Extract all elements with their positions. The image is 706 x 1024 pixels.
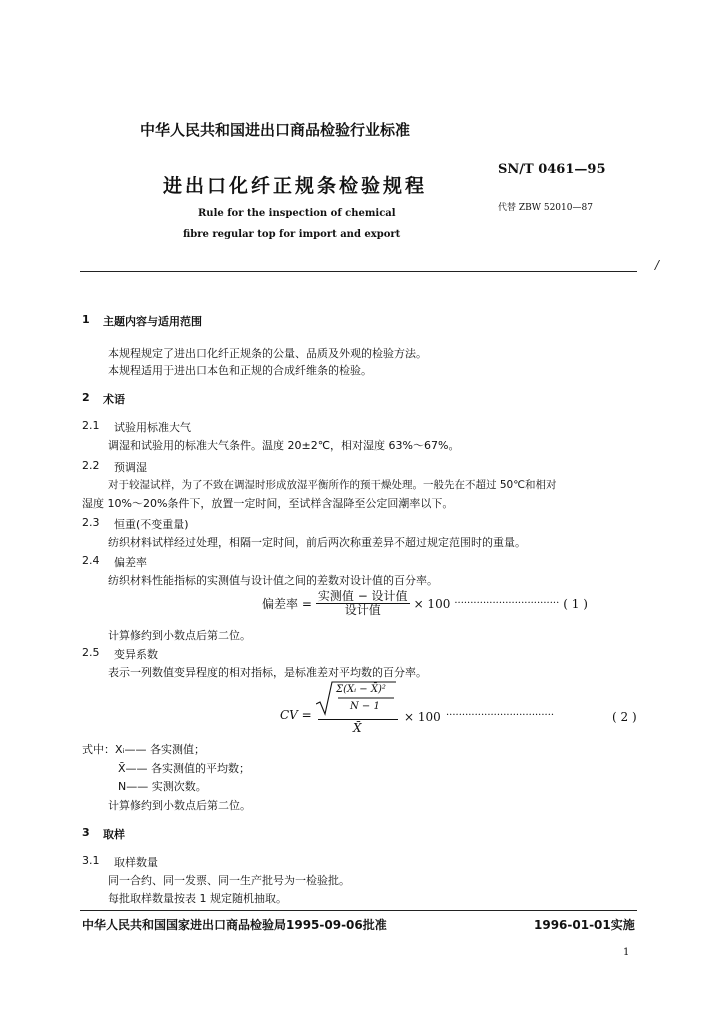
page-number: 1 [623,947,630,958]
approval-issuer: 中华人民共和国国家进出口商品检验局1995-09-06批准 [82,918,387,932]
effective-date: 1996-01-01实施 [534,918,635,932]
clause-2-3-title: 恒重(不变重量) [114,518,189,531]
section-2-heading: 术语 [103,393,125,406]
clause-2-4-text: 纺织材料性能指标的实测值与设计值之间的差数对设计值的百分率。 [108,574,438,587]
where-clause-3: N—— 实测次数。 [118,780,207,793]
clause-2-4-number: 2.4 [82,554,100,567]
where-clause-1: 式中：Xᵢ—— 各实测值； [82,743,205,756]
clause-2-1-title: 试验用标准大气 [114,421,191,434]
section-1-para-1: 本规程规定了进出口化纤正规条的公量、品质及外观的检验方法。 [108,347,427,360]
formula-1-denominator: 设计值 [344,603,381,617]
formula-1 [262,590,588,617]
section-3-number: 3 [82,826,90,839]
clause-2-2-number: 2.2 [82,459,100,472]
english-title-line2: fibre regular top for import and export [183,229,401,240]
clause-2-5-title: 变异系数 [114,648,158,661]
formula-1-label: ( 1 ) [563,596,588,611]
clause-2-5-text: 表示一列数值变异程度的相对指标，是标准差对平均数的百分率。 [108,666,427,679]
section-1-number: 1 [82,313,90,326]
formula-1-fraction [316,590,410,617]
clause-2-3-text: 纺织材料试样经过处理，相隔一定时间，前后两次称重差异不超过规定范围时的重量。 [108,536,526,549]
clause-3-1-para-2: 每批取样数量按表 1 规定随机抽取。 [108,892,287,905]
formula-2-radicand-denominator: N − 1 [350,701,380,712]
where-clause-2: X̄—— 各实测值的平均数； [118,762,251,775]
formula-1-multiplier: × 100 [413,596,451,611]
replaces-note: 代替 ZBW 52010—87 [498,203,593,213]
formula-2-lhs: CV = [280,708,312,722]
clause-3-1-title: 取样数量 [114,856,158,869]
section-2-number: 2 [82,391,90,404]
formula-1-numerator: 实测值 − 设计值 [317,589,408,603]
clause-2-4-note: 计算修约到小数点后第二位。 [108,629,251,642]
clause-3-1-para-1: 同一合约、同一发票、同一生产批号为一检验批。 [108,874,350,887]
formula-2-multiplier: × 100 [404,710,441,724]
section-3-heading: 取样 [103,828,125,841]
clause-2-5-note: 计算修约到小数点后第二位。 [108,799,251,812]
standard-number: SN/T 0461—95 [498,162,606,177]
formula-2-radicand-numerator: Σ(Xᵢ − X̄)² [336,684,386,695]
clause-2-2-text-1: 对于较湿试样，为了不致在调湿时形成放湿平衡所作的预干燥处理。一般先在不超过 50℃和相对 [108,479,557,491]
document-title: 进出口化纤正规条检验规程 [163,175,428,197]
clause-2-1-number: 2.1 [82,419,100,432]
clause-3-1-number: 3.1 [82,854,100,867]
section-1-heading: 主题内容与适用范围 [103,315,202,328]
clause-2-2-text-2: 湿度 10%～20%条件下，放置一定时间，至试样含湿降至公定回潮率以下。 [82,497,454,510]
formula-2-denominator: X̄ [353,721,362,735]
section-1-para-2: 本规程适用于进出口本色和正规的合成纤维条的检验。 [108,364,372,377]
footer-rule [80,910,637,911]
margin-mark: / [655,258,660,272]
english-title-line1: Rule for the inspection of chemical [198,208,396,219]
formula-1-lhs: 偏差率 = [262,597,312,611]
formula-2-fraction-bar [318,719,398,720]
clause-2-2-title: 预调湿 [114,461,147,474]
header-rule [80,271,637,272]
clause-2-1-text: 调湿和试验用的标准大气条件。温度 20±2℃，相对湿度 63%～67%。 [108,439,460,452]
org-title: 中华人民共和国进出口商品检验行业标准 [140,121,411,139]
clause-2-4-title: 偏差率 [114,556,147,569]
formula-1-leader: ································· [454,598,560,609]
formula-2-label: ( 2 ) [612,710,637,724]
formula-2-leader: ·································· [446,710,555,721]
clause-2-3-number: 2.3 [82,516,100,529]
clause-2-5-number: 2.5 [82,646,100,659]
